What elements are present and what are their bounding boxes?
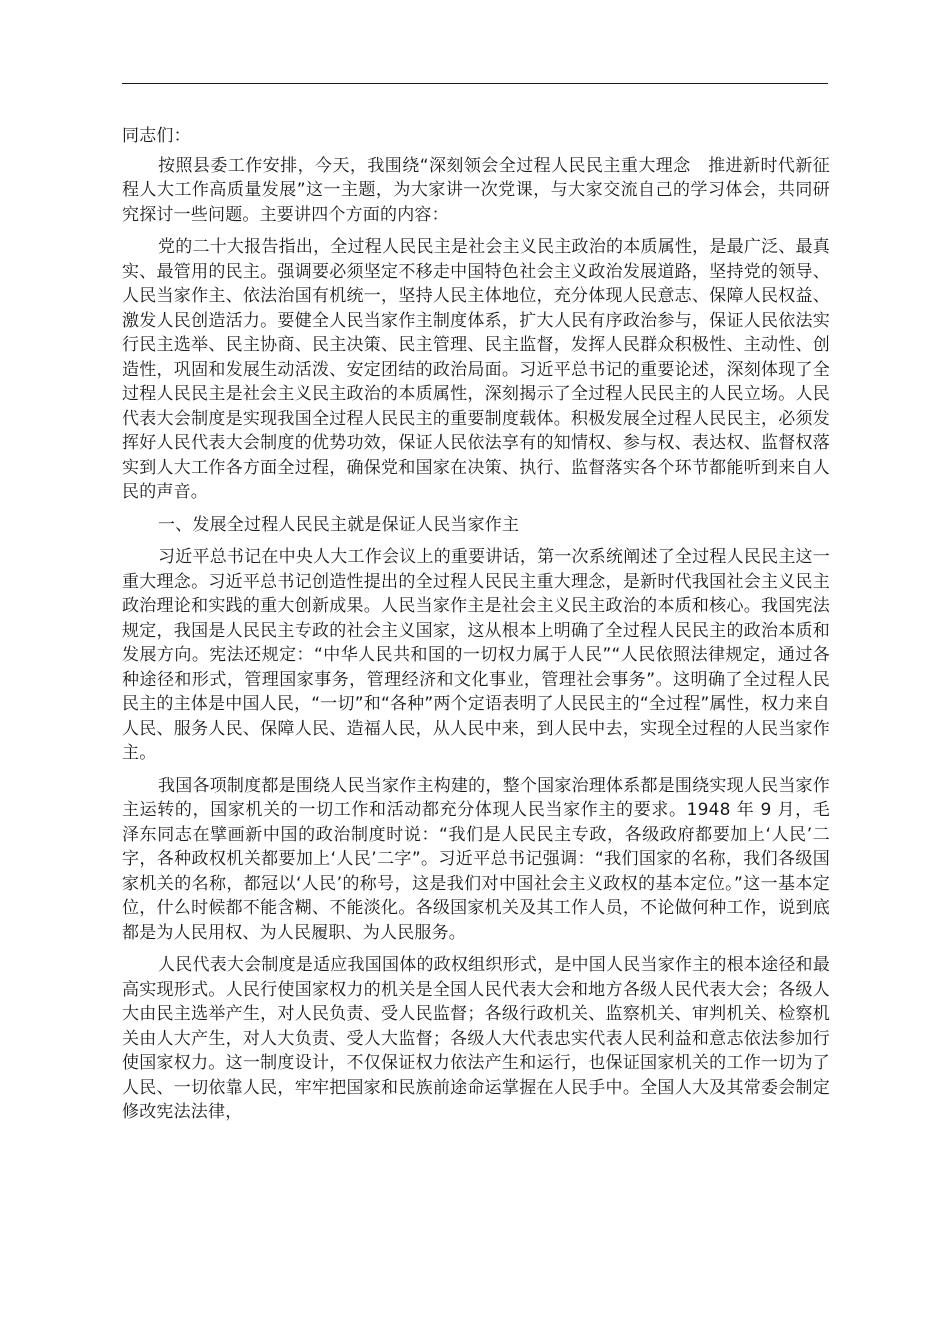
section-paragraph: 习近平总书记在中央人大工作会议上的重要讲话，第一次系统阐述了全过程人民民主这一重大理念。习近平总书记创造性提出的全过程人民民主重大理念，是新时代我国社会主义民主政治理论和实践的重大创新成果。人民当家作主是社会主义民主政治的本质和核心。我国宪法规定，我国是人民民主专政的社会主义国家，这从根本上明确了全过程人民民主的政治本质和发展方向。宪法还规定：“中华人民共和国的一切权力属于人民”“人民依照法律规定，通过各种途径和形式，管理国家事务，管理经济和文化事业，管理社会事务”。这明确了全过程人民民主的主体是中国人民，“一切”和“各种”两个定语表明了人民民主的“全过程”属性，权力来自人民、服务人民、保障人民、造福人民，从人民中来，到人民中去，实现全过程的人民当家作主。 xyxy=(122,547,830,763)
document-body xyxy=(122,124,830,1133)
section-heading: 一、发展全过程人民民主就是保证人民当家作主 xyxy=(158,514,520,535)
header-rule xyxy=(122,83,828,84)
section-paragraph: 人民代表大会制度是适应我国国体的政权组织形式，是中国人民当家作主的根本途径和最高实现形式。人民行使国家权力的机关是全国人民代表大会和地方各级人民代表大会；各级人大由民主选举产生，对人民负责、受人民监督；各级行政机关、监察机关、审判机关、检察机关由人大产生，对人大负责、受人大监督；各级人大代表忠实代表人民利益和意志依法参加行使国家权力。这一制度设计，不仅保证权力依法产生和运行，也保证国家机关的工作一切为了人民、一切依靠人民，牢牢把国家和民族前途命运掌握在人民手中。全国人大及其常委会制定修改宪法法律， xyxy=(122,955,830,1122)
intro-paragraph: 按照县委工作安排，今天，我围绕“深刻领会全过程人民民主重大理念 推进新时代新征程人大工作高质量发展”这一主题，为大家讲一次党课，与大家交流自己的学习体会，共同研究探讨一些问题。主要讲四个方面的内容： xyxy=(122,155,830,225)
salutation: 同志们： xyxy=(122,126,191,146)
context-paragraph: 党的二十大报告指出，全过程人民民主是社会主义民主政治的本质属性，是最广泛、最真实、最管用的民主。强调要必须坚定不移走中国特色社会主义政治发展道路，坚持党的领导、人民当家作主、依法治国有机统一，坚持人民主体地位，充分体现人民意志、保障人民权益、激发人民创造活力。要健全人民当家作主制度体系，扩大人民有序政治参与，保证人民依法实行民主选举、民主协商、民主决策、民主管理、民主监督，发挥人民群众积极性、主动性、创造性，巩固和发展生动活泼、安定团结的政治局面。习近平总书记的重要论述，深刻体现了全过程人民民主是社会主义民主政治的本质属性，深刻揭示了全过程人民民主的人民立场。人民代表大会制度是实现我国全过程人民民主的重要制度载体。积极发展全过程人民民主，必须发挥好人民代表大会制度的优势功效，保证人民依法享有的知情权、参与权、表达权、监督权落实到人大工作各方面全过程，确保党和国家在决策、执行、监督落实各个环节都能听到来自人民的声音。 xyxy=(122,237,830,502)
section-paragraph: 我国各项制度都是围绕人民当家作主构建的，整个国家治理体系都是围绕实现人民当家作主运转的，国家机关的一切工作和活动都充分体现人民当家作主的要求。1948 年 9 月，毛泽东同志在擘画新中国的政治制度时说：“我们是人民民主专政，各级政府都要加上‘人民’二字，各种政权机关都要加上‘人民’二字”。习近平总书记强调：“我们国家的名称，我们各级国家机关的名称，都冠以‘人民’的称号，这是我们对中国社会主义政权的基本定位。”这一基本定位，什么时候都不能含糊、不能淡化。各级国家机关及其工作人员，不论做何种工作，说到底都是为人民用权、为人民履职、为人民服务。 xyxy=(122,775,830,943)
